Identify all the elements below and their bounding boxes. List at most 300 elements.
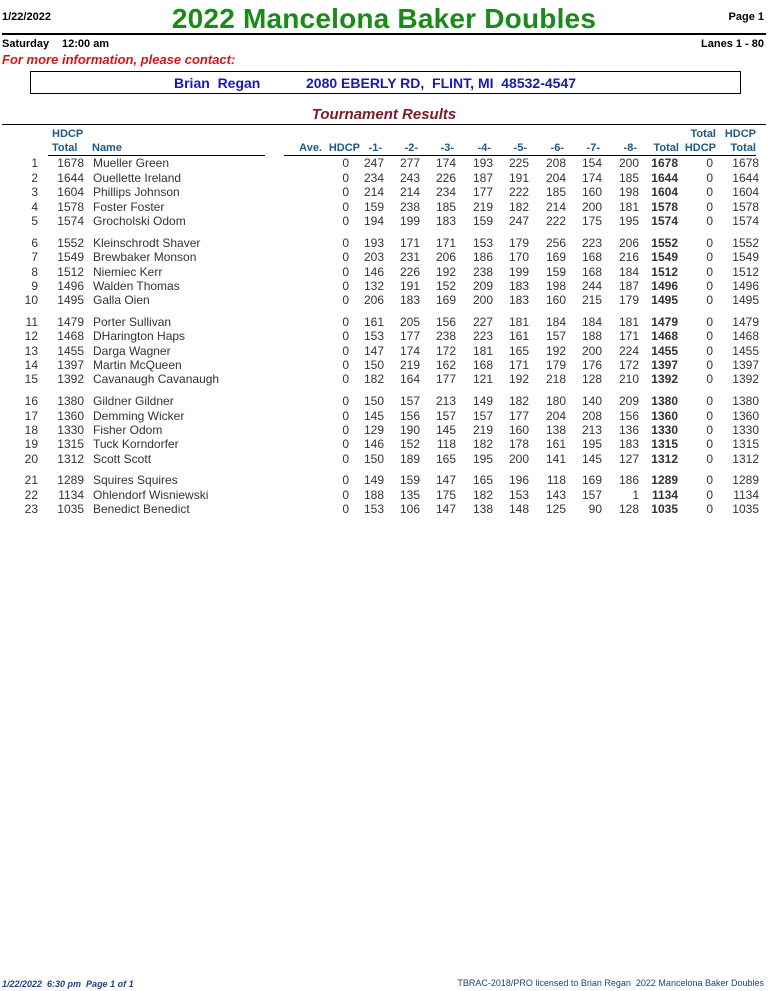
row-game-8: 183 <box>618 437 639 451</box>
row-total-hdcp: 0 <box>706 185 713 199</box>
row-rank: 7 <box>31 250 38 264</box>
row-hdcp: 0 <box>342 171 349 185</box>
section-divider <box>2 124 766 125</box>
row-game-3: 174 <box>435 156 456 170</box>
row-name: Kleinschrodt Shaver <box>93 236 201 250</box>
row-game-4: 186 <box>472 250 493 264</box>
row-game-7: 168 <box>581 250 602 264</box>
row-game-6: 218 <box>545 372 566 386</box>
row-rank: 16 <box>24 394 38 408</box>
row-game-4: 219 <box>472 200 493 214</box>
table-row <box>0 293 768 307</box>
row-game-5: 196 <box>508 473 529 487</box>
row-game-8: 128 <box>618 502 639 516</box>
row-game-7: 208 <box>581 409 602 423</box>
row-final-total: 1380 <box>732 394 759 408</box>
col-hdcp-total-bottom: Total <box>52 142 78 154</box>
row-final-total: 1495 <box>732 293 759 307</box>
row-hdcp-total: 1678 <box>57 156 84 170</box>
row-rank: 4 <box>31 200 38 214</box>
table-row <box>0 372 768 386</box>
row-game-4: 200 <box>472 293 493 307</box>
row-game-6: 160 <box>545 293 566 307</box>
row-name: Benedict Benedict <box>93 502 190 516</box>
row-game-8: 184 <box>618 265 639 279</box>
row-name: Walden Thomas <box>93 279 180 293</box>
row-name: Phillips Johnson <box>93 185 180 199</box>
row-hdcp-total: 1289 <box>57 473 84 487</box>
row-game-1: 146 <box>363 265 384 279</box>
row-total: 1496 <box>651 279 678 293</box>
table-row <box>0 394 768 408</box>
row-game-7: 140 <box>581 394 602 408</box>
row-hdcp: 0 <box>342 214 349 228</box>
row-game-8: 216 <box>618 250 639 264</box>
row-game-6: 157 <box>545 329 566 343</box>
row-total: 1512 <box>651 265 678 279</box>
row-game-7: 176 <box>581 358 602 372</box>
row-game-5: 178 <box>508 437 529 451</box>
row-game-2: 219 <box>399 358 420 372</box>
row-game-5: 200 <box>508 452 529 466</box>
row-game-3: 177 <box>435 372 456 386</box>
row-game-5: 191 <box>508 171 529 185</box>
row-game-7: 184 <box>581 315 602 329</box>
row-game-7: 90 <box>588 502 602 516</box>
row-hdcp-total: 1512 <box>57 265 84 279</box>
row-rank: 21 <box>24 473 38 487</box>
row-hdcp: 0 <box>342 437 349 451</box>
row-total: 1134 <box>651 488 678 502</box>
row-total: 1495 <box>651 293 678 307</box>
row-game-7: 145 <box>581 452 602 466</box>
row-game-7: 223 <box>581 236 602 250</box>
row-game-1: 129 <box>363 423 384 437</box>
row-hdcp: 0 <box>342 329 349 343</box>
row-game-8: 181 <box>618 200 639 214</box>
row-total-hdcp: 0 <box>706 502 713 516</box>
row-game-8: 136 <box>618 423 639 437</box>
row-game-4: 138 <box>472 502 493 516</box>
row-name: Scott Scott <box>93 452 152 466</box>
row-name: Grocholski Odom <box>93 214 186 228</box>
row-rank: 22 <box>24 488 38 502</box>
col-total-hdcp-bottom: HDCP <box>684 142 716 154</box>
row-game-5: 170 <box>508 250 529 264</box>
row-total: 1035 <box>651 502 678 516</box>
row-total: 1549 <box>651 250 678 264</box>
row-game-4: 157 <box>472 409 493 423</box>
row-hdcp-total: 1574 <box>57 214 84 228</box>
contact-prompt: For more information, please contact: <box>2 52 236 67</box>
row-hdcp-total: 1496 <box>57 279 84 293</box>
row-game-3: 213 <box>435 394 456 408</box>
row-final-total: 1604 <box>732 185 759 199</box>
row-total: 1380 <box>651 394 678 408</box>
row-hdcp-total: 1644 <box>57 171 84 185</box>
row-game-4: 227 <box>472 315 493 329</box>
row-final-total: 1678 <box>732 156 759 170</box>
contact-name: Brian Regan <box>174 75 261 91</box>
row-final-total: 1392 <box>732 372 759 386</box>
row-game-6: 256 <box>545 236 566 250</box>
row-hdcp-total: 1455 <box>57 344 84 358</box>
row-final-total: 1468 <box>732 329 759 343</box>
row-game-1: 203 <box>363 250 384 264</box>
table-row <box>0 200 768 214</box>
table-row <box>0 358 768 372</box>
col-final-total-bottom: Total <box>730 142 756 154</box>
col-game-4: -4- <box>477 142 491 154</box>
row-game-6: 159 <box>545 265 566 279</box>
row-game-6: 204 <box>545 171 566 185</box>
row-rank: 20 <box>24 452 38 466</box>
row-total: 1578 <box>651 200 678 214</box>
row-game-8: 195 <box>618 214 639 228</box>
row-game-1: 150 <box>363 394 384 408</box>
row-total-hdcp: 0 <box>706 452 713 466</box>
row-hdcp: 0 <box>342 372 349 386</box>
table-row <box>0 279 768 293</box>
row-total: 1479 <box>651 315 678 329</box>
row-game-2: 174 <box>399 344 420 358</box>
row-total-hdcp: 0 <box>706 171 713 185</box>
row-total-hdcp: 0 <box>706 372 713 386</box>
row-game-3: 206 <box>435 250 456 264</box>
row-total-hdcp: 0 <box>706 250 713 264</box>
row-game-3: 147 <box>435 502 456 516</box>
row-game-6: 192 <box>545 344 566 358</box>
row-rank: 14 <box>24 358 38 372</box>
row-rank: 3 <box>31 185 38 199</box>
row-total-hdcp: 0 <box>706 293 713 307</box>
row-total-hdcp: 0 <box>706 236 713 250</box>
row-game-3: 165 <box>435 452 456 466</box>
row-total-hdcp: 0 <box>706 265 713 279</box>
row-game-7: 174 <box>581 171 602 185</box>
row-total-hdcp: 0 <box>706 329 713 343</box>
row-game-8: 209 <box>618 394 639 408</box>
row-game-2: 226 <box>399 265 420 279</box>
row-total: 1315 <box>651 437 678 451</box>
row-rank: 9 <box>31 279 38 293</box>
row-game-2: 177 <box>399 329 420 343</box>
row-game-8: 127 <box>618 452 639 466</box>
row-total: 1644 <box>651 171 678 185</box>
section-title: Tournament Results <box>311 106 457 123</box>
row-game-1: 159 <box>363 200 384 214</box>
row-hdcp: 0 <box>342 236 349 250</box>
row-game-2: 238 <box>399 200 420 214</box>
row-game-4: 121 <box>472 372 493 386</box>
row-game-3: 172 <box>435 344 456 358</box>
row-game-8: 186 <box>618 473 639 487</box>
table-row <box>0 452 768 466</box>
row-game-8: 172 <box>618 358 639 372</box>
row-name: Brewbaker Monson <box>93 250 197 264</box>
row-game-2: 159 <box>399 473 420 487</box>
table-row <box>0 488 768 502</box>
row-game-2: 205 <box>399 315 420 329</box>
table-row <box>0 214 768 228</box>
row-rank: 5 <box>31 214 38 228</box>
row-name: Demming Wicker <box>93 409 185 423</box>
row-game-3: 234 <box>435 185 456 199</box>
row-hdcp-total: 1312 <box>57 452 84 466</box>
row-name: Gildner Gildner <box>93 394 174 408</box>
row-final-total: 1312 <box>732 452 759 466</box>
row-game-5: 183 <box>508 293 529 307</box>
row-game-6: 208 <box>545 156 566 170</box>
row-game-5: 192 <box>508 372 529 386</box>
row-final-total: 1644 <box>732 171 759 185</box>
row-name: Niemiec Kerr <box>93 265 163 279</box>
row-hdcp-total: 1479 <box>57 315 84 329</box>
row-name: Squires Squires <box>93 473 178 487</box>
row-game-5: 183 <box>508 279 529 293</box>
row-final-total: 1289 <box>732 473 759 487</box>
table-row <box>0 502 768 516</box>
row-hdcp: 0 <box>342 358 349 372</box>
page-number: Page 1 <box>728 11 764 23</box>
row-game-5: 148 <box>508 502 529 516</box>
row-game-4: 177 <box>472 185 493 199</box>
row-game-1: 150 <box>363 358 384 372</box>
row-final-total: 1552 <box>732 236 759 250</box>
table-row <box>0 329 768 343</box>
row-final-total: 1549 <box>732 250 759 264</box>
row-game-6: 125 <box>545 502 566 516</box>
table-row <box>0 344 768 358</box>
row-game-5: 161 <box>508 329 529 343</box>
row-hdcp-total: 1468 <box>57 329 84 343</box>
table-row <box>0 236 768 250</box>
row-rank: 10 <box>24 293 38 307</box>
row-total: 1392 <box>651 372 678 386</box>
row-total: 1289 <box>651 473 678 487</box>
row-game-6: 118 <box>546 473 566 487</box>
row-game-7: 213 <box>581 423 602 437</box>
col-game-1: -1- <box>368 142 382 154</box>
row-total-hdcp: 0 <box>706 358 713 372</box>
row-total-hdcp: 0 <box>706 200 713 214</box>
row-game-8: 181 <box>618 315 639 329</box>
row-game-2: 277 <box>399 156 420 170</box>
row-game-7: 169 <box>581 473 602 487</box>
row-game-1: 146 <box>363 437 384 451</box>
table-row <box>0 185 768 199</box>
row-game-6: 180 <box>545 394 566 408</box>
row-game-4: 149 <box>472 394 493 408</box>
row-hdcp: 0 <box>342 473 349 487</box>
row-game-4: 182 <box>472 437 493 451</box>
row-game-5: 171 <box>508 358 529 372</box>
row-game-3: 118 <box>436 437 456 451</box>
row-game-7: 154 <box>581 156 602 170</box>
row-final-total: 1512 <box>732 265 759 279</box>
col-final-hdcp-top: HDCP <box>724 128 756 140</box>
row-game-7: 175 <box>581 214 602 228</box>
row-game-8: 198 <box>618 185 639 199</box>
row-hdcp: 0 <box>342 185 349 199</box>
row-name: DHarington Haps <box>93 329 186 343</box>
row-game-5: 247 <box>508 214 529 228</box>
row-game-5: 182 <box>508 394 529 408</box>
row-name: Darga Wagner <box>93 344 171 358</box>
row-game-4: 168 <box>472 358 493 372</box>
row-rank: 6 <box>31 236 38 250</box>
row-hdcp: 0 <box>342 250 349 264</box>
row-game-7: 215 <box>581 293 602 307</box>
row-hdcp: 0 <box>342 293 349 307</box>
row-hdcp-total: 1604 <box>57 185 84 199</box>
row-total: 1552 <box>651 236 678 250</box>
row-game-5: 160 <box>508 423 529 437</box>
row-total-hdcp: 0 <box>706 423 713 437</box>
row-game-8: 156 <box>618 409 639 423</box>
row-game-7: 244 <box>581 279 602 293</box>
row-game-7: 168 <box>581 265 602 279</box>
row-game-2: 156 <box>399 409 420 423</box>
row-hdcp: 0 <box>342 502 349 516</box>
row-total-hdcp: 0 <box>706 344 713 358</box>
row-game-6: 138 <box>545 423 566 437</box>
row-game-1: 206 <box>363 293 384 307</box>
table-row <box>0 437 768 451</box>
row-game-1: 182 <box>363 372 384 386</box>
row-game-3: 157 <box>435 409 456 423</box>
row-game-5: 165 <box>508 344 529 358</box>
row-game-8: 210 <box>618 372 639 386</box>
row-game-2: 190 <box>399 423 420 437</box>
row-game-1: 150 <box>363 452 384 466</box>
footer-license: TBRAC-2018/PRO licensed to Brian Regan 2022 Mancelona Baker Doubles <box>457 978 764 988</box>
row-game-5: 153 <box>508 488 529 502</box>
row-name: Tuck Korndorfer <box>93 437 179 451</box>
row-game-7: 195 <box>581 437 602 451</box>
row-game-6: 141 <box>545 452 566 466</box>
row-game-2: 189 <box>399 452 420 466</box>
row-hdcp-total: 1380 <box>57 394 84 408</box>
col-hdcp-total-top: HDCP <box>52 128 84 140</box>
row-total: 1330 <box>651 423 678 437</box>
row-name: Porter Sullivan <box>93 315 172 329</box>
row-name: Ohlendorf Wisniewski <box>93 488 209 502</box>
row-game-3: 169 <box>435 293 456 307</box>
row-total: 1397 <box>651 358 678 372</box>
row-game-2: 135 <box>399 488 420 502</box>
row-total-hdcp: 0 <box>706 437 713 451</box>
table-row <box>0 473 768 487</box>
row-hdcp: 0 <box>342 409 349 423</box>
col-game-3: -3- <box>440 142 454 154</box>
row-rank: 13 <box>24 344 38 358</box>
row-final-total: 1496 <box>732 279 759 293</box>
event-day: Saturday <box>2 38 50 50</box>
row-hdcp: 0 <box>342 452 349 466</box>
row-game-1: 247 <box>363 156 384 170</box>
row-game-4: 238 <box>472 265 493 279</box>
row-game-5: 182 <box>508 200 529 214</box>
row-game-3: 145 <box>435 423 456 437</box>
row-game-4: 187 <box>472 171 493 185</box>
row-total-hdcp: 0 <box>706 488 713 502</box>
table-row <box>0 156 768 170</box>
row-game-4: 193 <box>472 156 493 170</box>
row-total: 1468 <box>651 329 678 343</box>
event-time: 12:00 am <box>62 38 110 50</box>
row-game-1: 193 <box>363 236 384 250</box>
row-hdcp: 0 <box>342 265 349 279</box>
row-game-4: 219 <box>472 423 493 437</box>
row-hdcp-total: 1134 <box>58 488 84 502</box>
footer-timestamp: 1/22/2022 6:30 pm Page 1 of 1 <box>2 979 134 989</box>
row-rank: 17 <box>24 409 38 423</box>
row-game-2: 214 <box>399 185 420 199</box>
row-game-3: 185 <box>435 200 456 214</box>
row-final-total: 1035 <box>732 502 759 516</box>
report-title: 2022 Mancelona Baker Doubles <box>171 3 597 34</box>
row-name: Foster Foster <box>93 200 165 214</box>
col-game-8: -8- <box>623 142 637 154</box>
row-game-4: 209 <box>472 279 493 293</box>
col-total: Total <box>653 142 679 154</box>
col-game-2: -2- <box>404 142 418 154</box>
row-game-2: 199 <box>399 214 420 228</box>
row-game-3: 162 <box>435 358 456 372</box>
row-game-6: 143 <box>545 488 566 502</box>
row-game-3: 192 <box>435 265 456 279</box>
row-game-6: 184 <box>545 315 566 329</box>
row-game-1: 234 <box>363 171 384 185</box>
row-game-2: 231 <box>399 250 420 264</box>
row-game-3: 147 <box>435 473 456 487</box>
row-hdcp: 0 <box>342 200 349 214</box>
row-hdcp-total: 1035 <box>57 502 84 516</box>
row-game-2: 152 <box>399 437 420 451</box>
row-hdcp-total: 1495 <box>57 293 84 307</box>
row-final-total: 1479 <box>732 315 759 329</box>
col-name: Name <box>92 142 122 154</box>
row-game-8: 1 <box>632 488 639 502</box>
table-row <box>0 423 768 437</box>
row-game-1: 145 <box>363 409 384 423</box>
row-game-7: 160 <box>581 185 602 199</box>
row-total-hdcp: 0 <box>706 473 713 487</box>
row-game-8: 206 <box>618 236 639 250</box>
row-game-4: 153 <box>472 236 493 250</box>
table-row <box>0 171 768 185</box>
col-total-hdcp-top: Total <box>690 128 716 140</box>
row-game-6: 169 <box>545 250 566 264</box>
row-name: Cavanaugh Cavanaugh <box>93 372 220 386</box>
row-game-8: 200 <box>618 156 639 170</box>
row-game-1: 149 <box>363 473 384 487</box>
row-rank: 8 <box>31 265 38 279</box>
row-game-7: 188 <box>581 329 602 343</box>
row-game-4: 182 <box>472 488 493 502</box>
row-hdcp: 0 <box>342 315 349 329</box>
row-name: Fisher Odom <box>93 423 163 437</box>
contact-address: 2080 EBERLY RD, FLINT, MI 48532-4547 <box>306 75 577 91</box>
row-final-total: 1397 <box>732 358 759 372</box>
table-row <box>0 265 768 279</box>
row-name: Mueller Green <box>93 156 170 170</box>
col-game-6: -6- <box>550 142 564 154</box>
row-game-2: 157 <box>399 394 420 408</box>
row-game-4: 195 <box>472 452 493 466</box>
row-game-6: 198 <box>545 279 566 293</box>
